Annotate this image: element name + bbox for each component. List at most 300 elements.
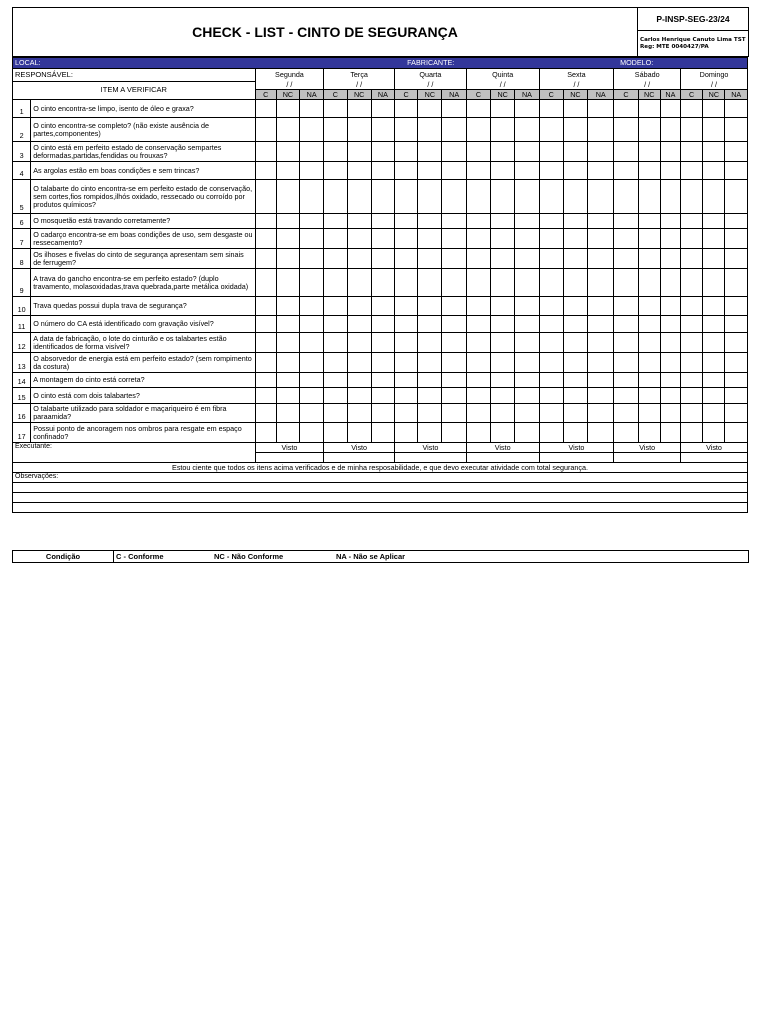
check-cell-c[interactable] — [614, 214, 638, 229]
check-cell-nc[interactable] — [491, 316, 515, 333]
check-cell-nc[interactable] — [563, 388, 587, 404]
check-cell-na[interactable] — [725, 388, 748, 404]
check-cell-c[interactable] — [255, 249, 276, 269]
check-cell-nc[interactable] — [703, 373, 725, 388]
check-cell-c[interactable] — [324, 214, 347, 229]
check-cell-na[interactable] — [588, 423, 614, 443]
check-cell-na[interactable] — [588, 214, 614, 229]
check-cell-na[interactable] — [371, 316, 394, 333]
check-cell-na[interactable] — [725, 373, 748, 388]
check-cell-na[interactable] — [660, 297, 680, 316]
check-cell-c[interactable] — [539, 118, 563, 142]
check-cell-c[interactable] — [324, 388, 347, 404]
check-cell-c[interactable] — [614, 142, 638, 162]
check-cell-c[interactable] — [539, 162, 563, 180]
check-cell-na[interactable] — [660, 214, 680, 229]
check-cell-nc[interactable] — [563, 118, 587, 142]
check-cell-c[interactable] — [539, 269, 563, 297]
check-cell-nc[interactable] — [276, 142, 299, 162]
signature-field-6[interactable] — [681, 453, 748, 463]
check-cell-nc[interactable] — [347, 118, 371, 142]
check-cell-nc[interactable] — [703, 162, 725, 180]
check-cell-nc[interactable] — [276, 297, 299, 316]
check-cell-na[interactable] — [660, 269, 680, 297]
check-cell-na[interactable] — [725, 118, 748, 142]
check-cell-na[interactable] — [588, 118, 614, 142]
check-cell-na[interactable] — [371, 229, 394, 249]
check-cell-c[interactable] — [255, 162, 276, 180]
check-cell-nc[interactable] — [418, 142, 442, 162]
date-field-2[interactable]: / / — [395, 81, 467, 90]
check-cell-nc[interactable] — [276, 249, 299, 269]
check-cell-nc[interactable] — [703, 423, 725, 443]
check-cell-nc[interactable] — [347, 316, 371, 333]
check-cell-na[interactable] — [660, 100, 680, 118]
check-cell-c[interactable] — [614, 353, 638, 373]
check-cell-c[interactable] — [324, 100, 347, 118]
check-cell-na[interactable] — [725, 423, 748, 443]
check-cell-na[interactable] — [725, 269, 748, 297]
check-cell-na[interactable] — [588, 316, 614, 333]
check-cell-nc[interactable] — [703, 249, 725, 269]
check-cell-na[interactable] — [515, 297, 539, 316]
signature-field-1[interactable] — [324, 453, 395, 463]
observacoes-field[interactable] — [13, 493, 748, 503]
check-cell-c[interactable] — [614, 229, 638, 249]
check-cell-na[interactable] — [725, 353, 748, 373]
check-cell-nc[interactable] — [347, 373, 371, 388]
check-cell-c[interactable] — [324, 180, 347, 214]
check-cell-nc[interactable] — [638, 142, 660, 162]
check-cell-c[interactable] — [539, 142, 563, 162]
check-cell-na[interactable] — [515, 249, 539, 269]
check-cell-nc[interactable] — [563, 180, 587, 214]
check-cell-na[interactable] — [300, 269, 324, 297]
check-cell-c[interactable] — [395, 297, 418, 316]
check-cell-nc[interactable] — [347, 333, 371, 353]
check-cell-c[interactable] — [395, 162, 418, 180]
check-cell-c[interactable] — [539, 404, 563, 423]
check-cell-na[interactable] — [588, 333, 614, 353]
observacoes-field[interactable] — [13, 503, 748, 513]
check-cell-na[interactable] — [371, 373, 394, 388]
check-cell-na[interactable] — [660, 404, 680, 423]
check-cell-na[interactable] — [300, 214, 324, 229]
check-cell-c[interactable] — [466, 214, 490, 229]
check-cell-c[interactable] — [539, 180, 563, 214]
check-cell-c[interactable] — [539, 297, 563, 316]
check-cell-na[interactable] — [515, 162, 539, 180]
check-cell-nc[interactable] — [347, 214, 371, 229]
check-cell-nc[interactable] — [491, 404, 515, 423]
check-cell-c[interactable] — [324, 353, 347, 373]
check-cell-nc[interactable] — [347, 162, 371, 180]
check-cell-na[interactable] — [371, 214, 394, 229]
check-cell-c[interactable] — [255, 373, 276, 388]
check-cell-na[interactable] — [442, 269, 466, 297]
check-cell-nc[interactable] — [638, 180, 660, 214]
check-cell-na[interactable] — [442, 297, 466, 316]
check-cell-c[interactable] — [255, 333, 276, 353]
check-cell-nc[interactable] — [638, 162, 660, 180]
check-cell-c[interactable] — [614, 100, 638, 118]
check-cell-na[interactable] — [300, 162, 324, 180]
check-cell-nc[interactable] — [491, 388, 515, 404]
check-cell-nc[interactable] — [347, 297, 371, 316]
check-cell-nc[interactable] — [347, 423, 371, 443]
check-cell-na[interactable] — [300, 316, 324, 333]
check-cell-c[interactable] — [466, 180, 490, 214]
check-cell-na[interactable] — [660, 249, 680, 269]
check-cell-c[interactable] — [466, 404, 490, 423]
check-cell-na[interactable] — [515, 404, 539, 423]
check-cell-c[interactable] — [324, 423, 347, 443]
check-cell-c[interactable] — [466, 269, 490, 297]
check-cell-na[interactable] — [371, 100, 394, 118]
check-cell-c[interactable] — [255, 142, 276, 162]
check-cell-c[interactable] — [614, 269, 638, 297]
check-cell-c[interactable] — [466, 353, 490, 373]
check-cell-c[interactable] — [614, 118, 638, 142]
check-cell-na[interactable] — [725, 142, 748, 162]
check-cell-na[interactable] — [660, 316, 680, 333]
check-cell-nc[interactable] — [563, 373, 587, 388]
check-cell-c[interactable] — [324, 249, 347, 269]
check-cell-na[interactable] — [725, 180, 748, 214]
check-cell-na[interactable] — [300, 118, 324, 142]
check-cell-nc[interactable] — [276, 404, 299, 423]
check-cell-c[interactable] — [681, 404, 703, 423]
check-cell-c[interactable] — [539, 423, 563, 443]
check-cell-c[interactable] — [324, 404, 347, 423]
check-cell-nc[interactable] — [347, 269, 371, 297]
check-cell-nc[interactable] — [703, 118, 725, 142]
check-cell-nc[interactable] — [703, 388, 725, 404]
check-cell-c[interactable] — [255, 229, 276, 249]
check-cell-nc[interactable] — [347, 353, 371, 373]
check-cell-c[interactable] — [466, 373, 490, 388]
responsavel-field[interactable]: RESPONSÁVEL: — [13, 69, 256, 82]
check-cell-na[interactable] — [371, 249, 394, 269]
check-cell-na[interactable] — [371, 162, 394, 180]
check-cell-nc[interactable] — [418, 316, 442, 333]
check-cell-nc[interactable] — [347, 229, 371, 249]
check-cell-na[interactable] — [515, 353, 539, 373]
check-cell-c[interactable] — [255, 404, 276, 423]
check-cell-nc[interactable] — [638, 353, 660, 373]
check-cell-na[interactable] — [300, 353, 324, 373]
check-cell-nc[interactable] — [276, 388, 299, 404]
check-cell-na[interactable] — [725, 249, 748, 269]
check-cell-c[interactable] — [395, 353, 418, 373]
check-cell-c[interactable] — [681, 333, 703, 353]
check-cell-c[interactable] — [539, 214, 563, 229]
check-cell-na[interactable] — [442, 388, 466, 404]
check-cell-na[interactable] — [300, 249, 324, 269]
check-cell-nc[interactable] — [347, 404, 371, 423]
check-cell-c[interactable] — [255, 180, 276, 214]
check-cell-na[interactable] — [371, 388, 394, 404]
check-cell-c[interactable] — [395, 180, 418, 214]
check-cell-c[interactable] — [681, 100, 703, 118]
check-cell-c[interactable] — [539, 333, 563, 353]
fabricante-field[interactable]: FABRICANTE: — [255, 58, 466, 69]
check-cell-nc[interactable] — [276, 269, 299, 297]
check-cell-nc[interactable] — [418, 100, 442, 118]
check-cell-nc[interactable] — [491, 423, 515, 443]
check-cell-c[interactable] — [681, 269, 703, 297]
check-cell-nc[interactable] — [638, 404, 660, 423]
check-cell-nc[interactable] — [418, 249, 442, 269]
check-cell-c[interactable] — [614, 423, 638, 443]
check-cell-c[interactable] — [614, 373, 638, 388]
check-cell-nc[interactable] — [563, 100, 587, 118]
check-cell-na[interactable] — [300, 373, 324, 388]
check-cell-c[interactable] — [466, 118, 490, 142]
date-field-4[interactable]: / / — [539, 81, 614, 90]
check-cell-c[interactable] — [466, 142, 490, 162]
check-cell-nc[interactable] — [347, 388, 371, 404]
check-cell-c[interactable] — [395, 118, 418, 142]
check-cell-c[interactable] — [539, 229, 563, 249]
check-cell-c[interactable] — [255, 269, 276, 297]
check-cell-nc[interactable] — [563, 423, 587, 443]
check-cell-c[interactable] — [395, 388, 418, 404]
check-cell-na[interactable] — [515, 388, 539, 404]
check-cell-c[interactable] — [681, 353, 703, 373]
check-cell-c[interactable] — [681, 118, 703, 142]
check-cell-na[interactable] — [588, 373, 614, 388]
date-field-6[interactable]: / / — [681, 81, 748, 90]
check-cell-na[interactable] — [442, 353, 466, 373]
check-cell-c[interactable] — [255, 316, 276, 333]
check-cell-c[interactable] — [324, 333, 347, 353]
check-cell-nc[interactable] — [703, 100, 725, 118]
check-cell-na[interactable] — [588, 388, 614, 404]
check-cell-c[interactable] — [614, 249, 638, 269]
check-cell-nc[interactable] — [638, 297, 660, 316]
check-cell-nc[interactable] — [491, 229, 515, 249]
check-cell-c[interactable] — [681, 229, 703, 249]
check-cell-nc[interactable] — [276, 118, 299, 142]
check-cell-c[interactable] — [681, 316, 703, 333]
check-cell-c[interactable] — [255, 388, 276, 404]
check-cell-na[interactable] — [515, 316, 539, 333]
check-cell-nc[interactable] — [491, 162, 515, 180]
signature-field-0[interactable] — [255, 453, 324, 463]
check-cell-na[interactable] — [442, 162, 466, 180]
check-cell-na[interactable] — [442, 249, 466, 269]
check-cell-nc[interactable] — [703, 333, 725, 353]
check-cell-na[interactable] — [371, 118, 394, 142]
check-cell-nc[interactable] — [638, 269, 660, 297]
check-cell-na[interactable] — [660, 388, 680, 404]
check-cell-na[interactable] — [588, 353, 614, 373]
check-cell-c[interactable] — [395, 404, 418, 423]
check-cell-c[interactable] — [466, 333, 490, 353]
check-cell-nc[interactable] — [638, 229, 660, 249]
check-cell-c[interactable] — [395, 316, 418, 333]
check-cell-nc[interactable] — [276, 373, 299, 388]
check-cell-c[interactable] — [395, 269, 418, 297]
check-cell-nc[interactable] — [563, 316, 587, 333]
check-cell-na[interactable] — [300, 100, 324, 118]
check-cell-nc[interactable] — [418, 404, 442, 423]
check-cell-na[interactable] — [515, 423, 539, 443]
check-cell-na[interactable] — [588, 162, 614, 180]
check-cell-c[interactable] — [255, 118, 276, 142]
check-cell-nc[interactable] — [703, 229, 725, 249]
check-cell-na[interactable] — [725, 333, 748, 353]
check-cell-na[interactable] — [515, 214, 539, 229]
check-cell-c[interactable] — [395, 100, 418, 118]
check-cell-nc[interactable] — [491, 118, 515, 142]
check-cell-na[interactable] — [442, 214, 466, 229]
date-field-5[interactable]: / / — [614, 81, 681, 90]
check-cell-na[interactable] — [660, 423, 680, 443]
check-cell-nc[interactable] — [703, 214, 725, 229]
date-field-1[interactable]: / / — [324, 81, 395, 90]
check-cell-c[interactable] — [681, 373, 703, 388]
check-cell-c[interactable] — [466, 249, 490, 269]
check-cell-nc[interactable] — [638, 100, 660, 118]
check-cell-c[interactable] — [681, 180, 703, 214]
check-cell-na[interactable] — [660, 373, 680, 388]
check-cell-c[interactable] — [395, 423, 418, 443]
check-cell-na[interactable] — [660, 229, 680, 249]
check-cell-na[interactable] — [588, 180, 614, 214]
check-cell-nc[interactable] — [418, 180, 442, 214]
check-cell-na[interactable] — [371, 353, 394, 373]
check-cell-nc[interactable] — [703, 297, 725, 316]
check-cell-c[interactable] — [681, 249, 703, 269]
check-cell-na[interactable] — [371, 297, 394, 316]
check-cell-nc[interactable] — [563, 333, 587, 353]
check-cell-nc[interactable] — [703, 404, 725, 423]
check-cell-c[interactable] — [466, 297, 490, 316]
check-cell-nc[interactable] — [418, 423, 442, 443]
check-cell-na[interactable] — [660, 333, 680, 353]
check-cell-na[interactable] — [515, 142, 539, 162]
check-cell-na[interactable] — [300, 142, 324, 162]
check-cell-na[interactable] — [515, 333, 539, 353]
check-cell-na[interactable] — [515, 373, 539, 388]
signature-field-4[interactable] — [539, 453, 614, 463]
check-cell-nc[interactable] — [563, 353, 587, 373]
check-cell-na[interactable] — [371, 423, 394, 443]
check-cell-c[interactable] — [539, 316, 563, 333]
check-cell-c[interactable] — [466, 423, 490, 443]
check-cell-c[interactable] — [614, 404, 638, 423]
signature-field-2[interactable] — [395, 453, 467, 463]
observacoes-field[interactable] — [13, 483, 748, 493]
date-field-3[interactable]: / / — [466, 81, 539, 90]
check-cell-nc[interactable] — [703, 180, 725, 214]
check-cell-c[interactable] — [324, 297, 347, 316]
check-cell-nc[interactable] — [347, 249, 371, 269]
check-cell-nc[interactable] — [491, 214, 515, 229]
check-cell-na[interactable] — [588, 229, 614, 249]
check-cell-c[interactable] — [324, 162, 347, 180]
check-cell-na[interactable] — [300, 404, 324, 423]
check-cell-nc[interactable] — [491, 333, 515, 353]
check-cell-nc[interactable] — [638, 249, 660, 269]
check-cell-c[interactable] — [614, 162, 638, 180]
check-cell-c[interactable] — [466, 388, 490, 404]
check-cell-c[interactable] — [324, 373, 347, 388]
check-cell-c[interactable] — [324, 142, 347, 162]
check-cell-nc[interactable] — [276, 214, 299, 229]
check-cell-na[interactable] — [725, 297, 748, 316]
check-cell-na[interactable] — [660, 180, 680, 214]
check-cell-c[interactable] — [681, 423, 703, 443]
check-cell-nc[interactable] — [703, 142, 725, 162]
check-cell-c[interactable] — [395, 214, 418, 229]
check-cell-c[interactable] — [466, 229, 490, 249]
check-cell-na[interactable] — [660, 142, 680, 162]
check-cell-nc[interactable] — [276, 353, 299, 373]
check-cell-c[interactable] — [614, 297, 638, 316]
check-cell-c[interactable] — [681, 142, 703, 162]
check-cell-na[interactable] — [371, 180, 394, 214]
check-cell-c[interactable] — [395, 373, 418, 388]
check-cell-na[interactable] — [371, 333, 394, 353]
modelo-field[interactable]: MODELO: — [466, 58, 747, 69]
check-cell-c[interactable] — [395, 142, 418, 162]
check-cell-nc[interactable] — [638, 333, 660, 353]
check-cell-nc[interactable] — [418, 373, 442, 388]
check-cell-nc[interactable] — [276, 333, 299, 353]
check-cell-nc[interactable] — [276, 162, 299, 180]
check-cell-na[interactable] — [442, 180, 466, 214]
local-field[interactable]: LOCAL: — [13, 58, 256, 69]
check-cell-na[interactable] — [371, 269, 394, 297]
check-cell-na[interactable] — [300, 388, 324, 404]
check-cell-na[interactable] — [515, 269, 539, 297]
check-cell-nc[interactable] — [418, 353, 442, 373]
check-cell-c[interactable] — [539, 388, 563, 404]
check-cell-nc[interactable] — [638, 118, 660, 142]
check-cell-c[interactable] — [324, 229, 347, 249]
check-cell-nc[interactable] — [703, 316, 725, 333]
check-cell-na[interactable] — [442, 100, 466, 118]
check-cell-na[interactable] — [442, 423, 466, 443]
check-cell-c[interactable] — [466, 100, 490, 118]
check-cell-nc[interactable] — [418, 388, 442, 404]
check-cell-c[interactable] — [324, 316, 347, 333]
check-cell-nc[interactable] — [276, 423, 299, 443]
check-cell-na[interactable] — [725, 162, 748, 180]
check-cell-c[interactable] — [466, 316, 490, 333]
check-cell-nc[interactable] — [491, 353, 515, 373]
check-cell-c[interactable] — [614, 333, 638, 353]
check-cell-nc[interactable] — [491, 297, 515, 316]
check-cell-na[interactable] — [515, 180, 539, 214]
check-cell-nc[interactable] — [418, 297, 442, 316]
check-cell-nc[interactable] — [563, 142, 587, 162]
check-cell-na[interactable] — [588, 142, 614, 162]
check-cell-na[interactable] — [300, 423, 324, 443]
check-cell-na[interactable] — [588, 404, 614, 423]
signature-field-3[interactable] — [466, 453, 539, 463]
check-cell-na[interactable] — [300, 297, 324, 316]
check-cell-na[interactable] — [725, 214, 748, 229]
check-cell-nc[interactable] — [703, 353, 725, 373]
check-cell-na[interactable] — [442, 142, 466, 162]
check-cell-nc[interactable] — [563, 404, 587, 423]
check-cell-nc[interactable] — [638, 388, 660, 404]
check-cell-na[interactable] — [515, 229, 539, 249]
